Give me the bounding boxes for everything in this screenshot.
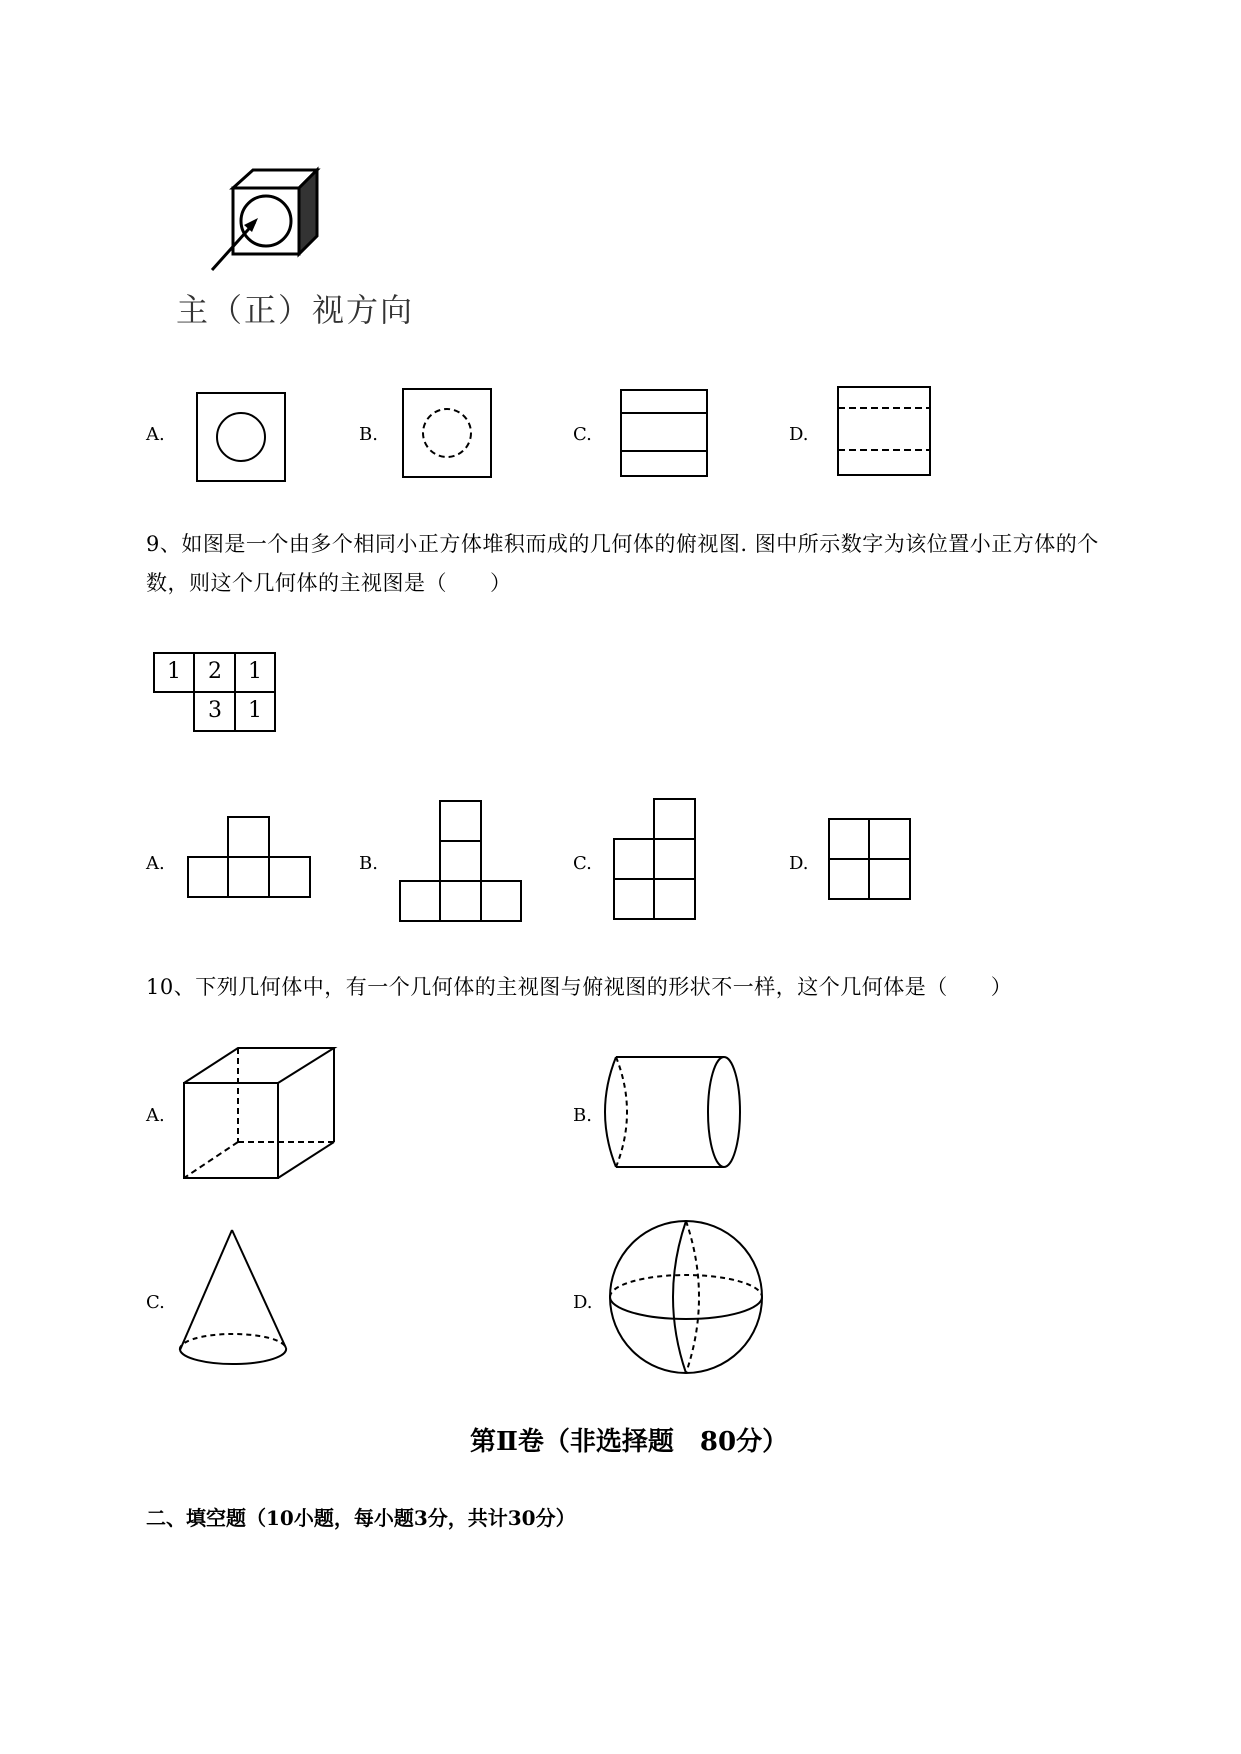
q10-option-a-cube-figure: [182, 1046, 338, 1182]
q8-option-d-figure: [837, 386, 933, 482]
q9-option-d-label: D.: [789, 853, 809, 874]
q10-option-d-sphere-figure: [608, 1218, 766, 1378]
q9-text-line1: 9、如图是一个由多个相同小正方体堆积而成的几何体的俯视图. 图中所示数字为该位置小正方体的个: [146, 532, 1099, 556]
q8-option-c-figure: [620, 389, 712, 481]
q9-text-line2: 数，则这个几何体的主视图是（ ）: [146, 571, 512, 595]
q10-option-c-cone-figure: [176, 1228, 292, 1378]
q8-option-a-figure: [196, 392, 288, 484]
q9-option-c-figure: [613, 798, 699, 924]
grid-cell-r2c2: 3: [208, 698, 222, 723]
q8-option-c-label: C.: [573, 424, 592, 445]
q9-option-b-figure: [399, 800, 525, 924]
q9-option-a-label: A.: [146, 853, 165, 874]
q8-option-a-label: A.: [146, 424, 165, 445]
q9-option-b-label: B.: [359, 853, 378, 874]
q8-option-b-figure: [402, 388, 494, 480]
view-direction-label: 主（正）视方向: [176, 291, 415, 329]
q10-option-b-label: B.: [573, 1105, 592, 1126]
q10-option-a-label: A.: [146, 1105, 165, 1126]
q9-option-c-label: C.: [573, 853, 592, 874]
cube-view-direction-figure: [200, 170, 320, 280]
grid-cell-r1c2: 2: [208, 659, 222, 684]
section-title: 第Ⅱ卷（非选择题 80分）: [470, 1427, 789, 1457]
q10-option-c-label: C.: [146, 1292, 165, 1313]
grid-cell-r1c3: 1: [248, 659, 262, 684]
q8-option-d-label: D.: [789, 424, 809, 445]
q9-option-a-figure: [187, 816, 313, 902]
grid-cell-r1c1: 1: [167, 659, 181, 684]
q10-text: 10、下列几何体中，有一个几何体的主视图与俯视图的形状不一样，这个几何体是（ ）: [146, 975, 1013, 999]
q9-option-d-figure: [828, 818, 914, 902]
q8-option-b-label: B.: [359, 424, 378, 445]
q10-option-d-label: D.: [573, 1292, 593, 1313]
q9-top-view-grid: [153, 652, 277, 732]
grid-cell-r2c3: 1: [248, 698, 262, 723]
section-subtitle: 二、填空题（10小题，每小题3分，共计30分）: [146, 1506, 576, 1530]
q10-option-b-cylinder-figure: [606, 1054, 746, 1174]
